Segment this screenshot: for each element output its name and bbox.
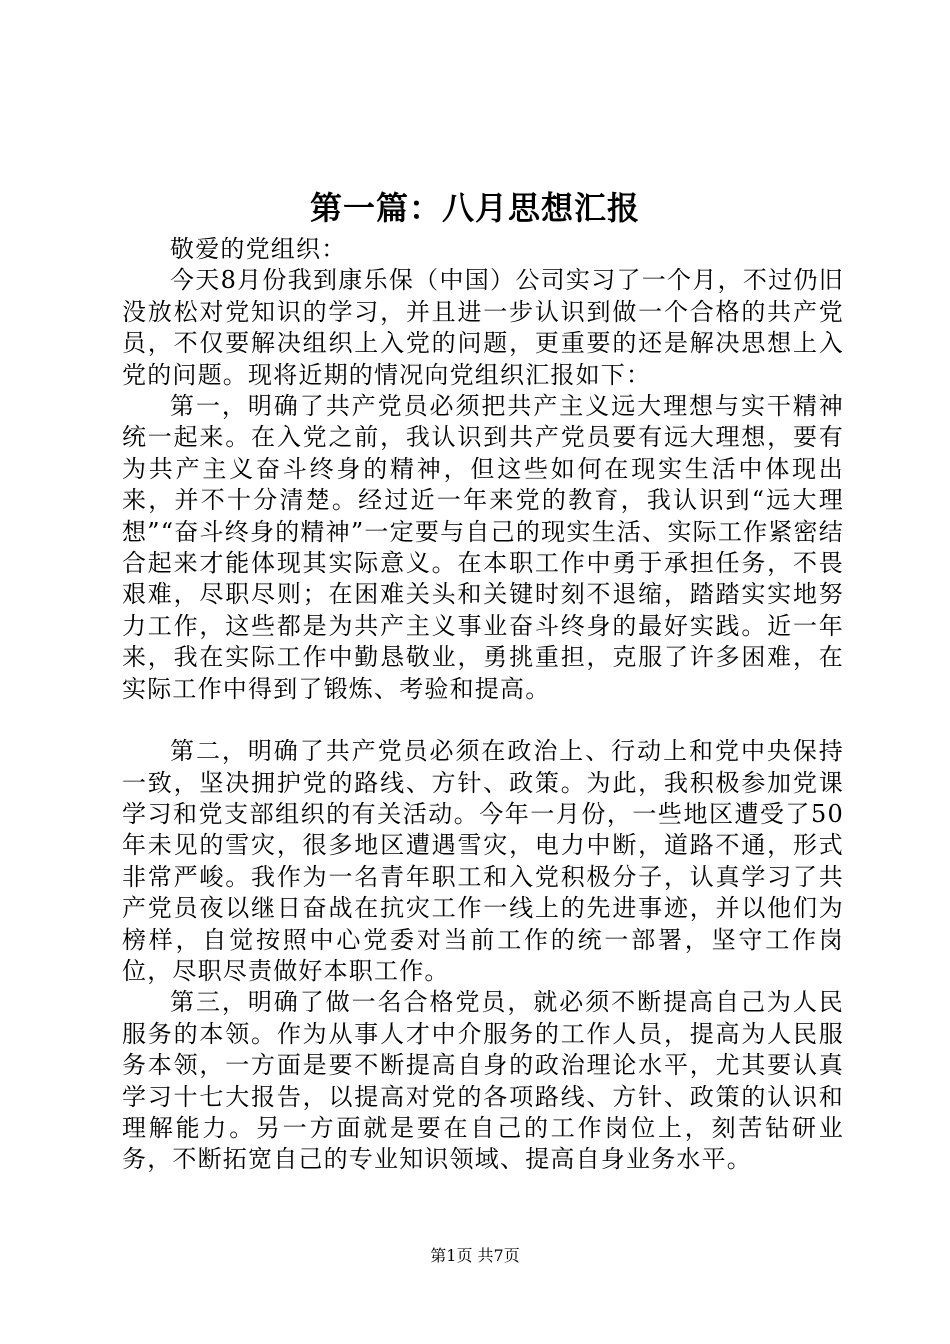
document-body <box>122 234 844 1176</box>
page-footer: 第1页 共7页 <box>430 1246 520 1265</box>
document-title: 第一篇：八月思想汇报 <box>309 189 640 227</box>
paragraph-first: 第一，明确了共产党员必须把共产主义远大理想与实干精神统一起来。在入党之前，我认识到共产党员要有远大理想，要有为共产主义奋斗终身的精神，但这些如何在现实生活中体现出来，并不十分清楚。经过近一年来党的教育，我认识到“远大理想”“奋斗终身的精神”一定要与自己的现实生活、实际工作紧密结合起来才能体现其实际意义。在本职工作中勇于承担任务，不畏艰难，尽职尽则；在困难关头和关键时刻不退缩，踏踏实实地努力工作，这些都是为共产主义事业奋斗终身的最好实践。近一年来，我在实际工作中勤恳敬业，勇挑重担，克服了许多困难，在实际工作中得到了锻炼、考验和提高。 <box>122 392 844 703</box>
paragraph-intro: 今天8月份我到康乐保（中国）公司实习了一个月，不过仍旧没放松对党知识的学习，并且进一步认识到做一个合格的共产党员，不仅要解决组织上入党的问题，更重要的还是解决思想上入党的问题。现将近期的情况向党组织汇报如下： <box>122 266 844 389</box>
salutation: 敬爱的党组织： <box>170 235 347 263</box>
paragraph-third: 第三，明确了做一名合格党员，就必须不断提高自己为人民服务的本领。作为从事人才中介服务的工作人员，提高为人民服务本领，一方面是要不断提高自身的政治理论水平，尤其要认真学习十七大报告，以提高对党的各项路线、方针、政策的认识和理解能力。另一方面就是要在自己的工作岗位上，刻苦钻研业务，不断拓宽自己的专业知识领域、提高自身业务水平。 <box>122 988 844 1174</box>
paragraph-second: 第二，明确了共产党员必须在政治上、行动上和党中央保持一致，坚决拥护党的路线、方针、政策。为此，我积极参加党课学习和党支部组织的有关活动。今年一月份，一些地区遭受了50年未见的雪灾，很多地区遭遇雪灾，电力中断，道路不通，形式非常严峻。我作为一名青年职工和入党积极分子，认真学习了共产党员夜以继日奋战在抗灾工作一线上的先进事迹，并以他们为榜样，自觉按照中心党委对当前工作的统一部署，坚守工作岗位，尽职尽责做好本职工作。 <box>122 737 844 985</box>
